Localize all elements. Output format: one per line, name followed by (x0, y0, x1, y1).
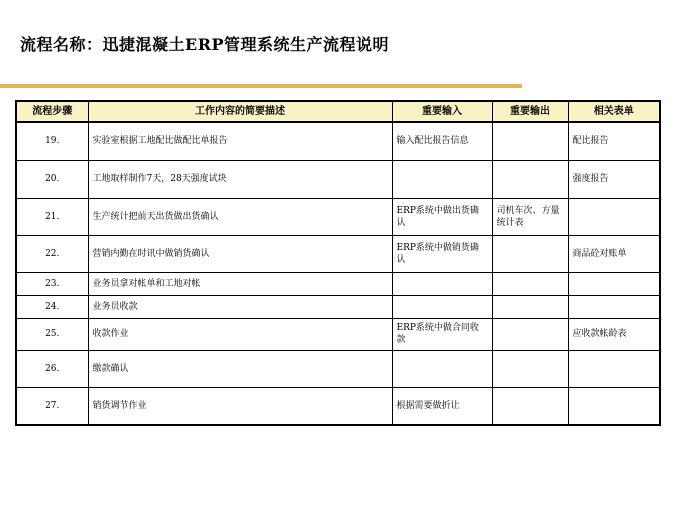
description-cell: 业务员拿对帐单和工地对帐 (88, 272, 392, 295)
header-forms: 相关表单 (568, 101, 660, 122)
page-title: 流程名称：迅捷混凝土ERP管理系统生产流程说明 (20, 35, 390, 54)
table-row (16, 295, 660, 318)
step-cell: 21. (16, 198, 88, 235)
output-cell (492, 318, 568, 350)
output-cell (492, 295, 568, 318)
output-cell: 司机车次、方量统计表 (492, 198, 568, 235)
description-cell: 销货调节作业 (88, 387, 392, 425)
description-cell: 实验室根据工地配比做配比单报告 (88, 122, 392, 160)
form-cell: 商品砼对账单 (568, 235, 660, 272)
description-cell: 业务员收款 (88, 295, 392, 318)
table-row (16, 350, 660, 387)
header-step: 流程步骤 (16, 101, 88, 122)
description-cell: 缴款确认 (88, 350, 392, 387)
table-row (16, 122, 660, 160)
step-cell: 19. (16, 122, 88, 160)
input-cell: 输入配比报告信息 (392, 122, 492, 160)
step-cell: 27. (16, 387, 88, 425)
description-cell: 生产统计把前天出货做出货确认 (88, 198, 392, 235)
table-row (16, 387, 660, 425)
input-cell: ERP系统中做出货确认 (392, 198, 492, 235)
table-header-row (16, 101, 660, 122)
input-cell (392, 350, 492, 387)
output-cell (492, 350, 568, 387)
table-row (16, 318, 660, 350)
description-cell: 工地取样制作7天，28天强度试块 (88, 160, 392, 198)
form-cell (568, 350, 660, 387)
description-cell: 营销内勤在时讯中做销货确认 (88, 235, 392, 272)
input-cell: ERP系统中做合同收款 (392, 318, 492, 350)
input-cell (392, 295, 492, 318)
step-cell: 20. (16, 160, 88, 198)
step-cell: 22. (16, 235, 88, 272)
output-cell (492, 387, 568, 425)
input-cell (392, 160, 492, 198)
form-cell (568, 295, 660, 318)
output-cell (492, 235, 568, 272)
output-cell (492, 272, 568, 295)
table-row (16, 160, 660, 198)
header-description: 工作内容的简要描述 (88, 101, 392, 122)
form-cell (568, 272, 660, 295)
header-output: 重要输出 (492, 101, 568, 122)
input-cell: 根据需要做折让 (392, 387, 492, 425)
table-row (16, 198, 660, 235)
form-cell (568, 198, 660, 235)
input-cell: ERP系统中做销货确认 (392, 235, 492, 272)
table-row (16, 235, 660, 272)
form-cell (568, 387, 660, 425)
step-cell: 25. (16, 318, 88, 350)
form-cell: 配比报告 (568, 122, 660, 160)
input-cell (392, 272, 492, 295)
step-cell: 26. (16, 350, 88, 387)
table-row (16, 272, 660, 295)
form-cell: 强度报告 (568, 160, 660, 198)
form-cell: 应收款帐龄表 (568, 318, 660, 350)
step-cell: 24. (16, 295, 88, 318)
title-divider (0, 84, 522, 88)
process-table (15, 100, 661, 426)
header-input: 重要输入 (392, 101, 492, 122)
output-cell (492, 122, 568, 160)
output-cell (492, 160, 568, 198)
description-cell: 收款作业 (88, 318, 392, 350)
step-cell: 23. (16, 272, 88, 295)
